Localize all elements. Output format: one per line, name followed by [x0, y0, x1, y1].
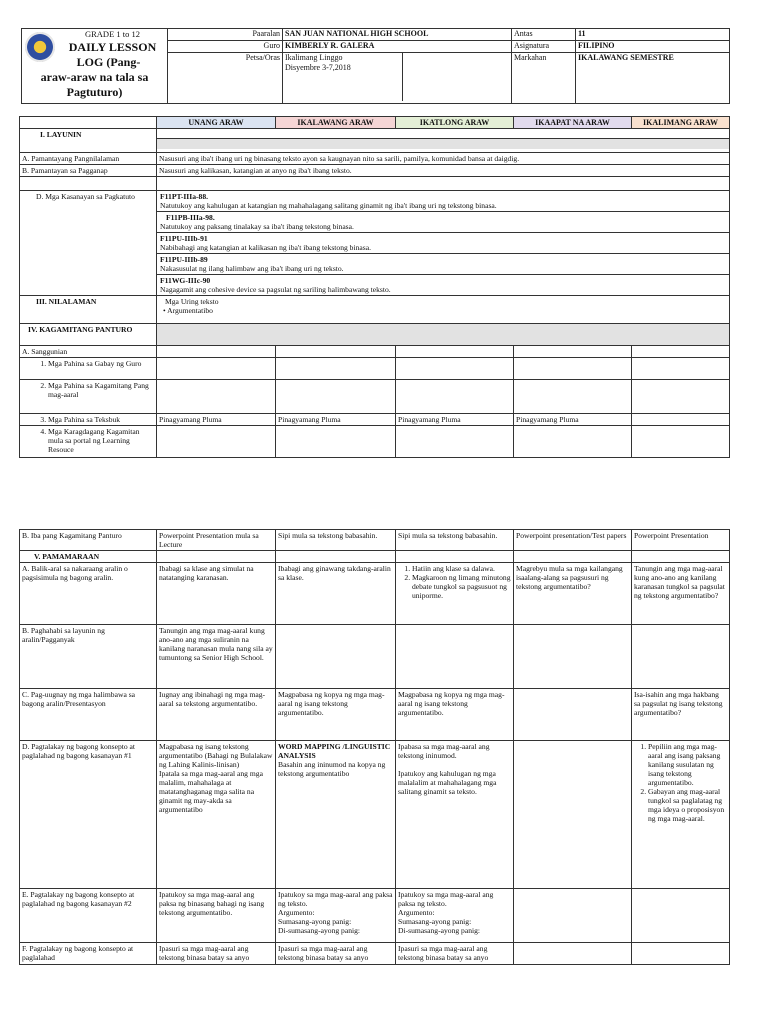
balik-aral-day-3 [396, 563, 514, 625]
pagtalakay-1-day-1-b: Ipatala sa mga mag-aaral ang mga malalim, mahahalaga at matatanghaganag mga salita na ginamit ng may-akda sa argumentatibo [159, 769, 263, 814]
empty-cell [396, 358, 514, 380]
grade-label: GRADE 1 to 12 [84, 29, 140, 39]
corner-cell [20, 117, 157, 129]
empty-cell [396, 551, 514, 563]
petsa-week: Ikalimang Linggo [285, 53, 343, 62]
asignatura-label: Asignatura [512, 41, 576, 53]
teksbuk-day-1: Pinagyamang Pluma [157, 414, 276, 426]
pag-uugnay-day-5: Isa-isahin ang mga hakbang sa pagsulat ng isang tekstong argumentatibo? [632, 689, 730, 741]
paaralan-label: Paaralan [168, 29, 283, 41]
pag-uugnay-day-3: Magpabasa ng kopya ng mga mag-aaral ng isang tekstong argumentatibo. [396, 689, 514, 741]
sanggunian-label: A. Sanggunian [20, 346, 157, 358]
empty-cell [276, 380, 396, 414]
nilalaman-line-2-text: Argumentatibo [167, 306, 213, 315]
empty-cell [396, 625, 514, 689]
iba-pang-kagamitan-day-1: Powerpoint Presentation mula sa Lecture [157, 530, 276, 551]
pagtalakay-1-day-1-a: Magpabasa ng isang tekstong argumentatibo (Bahagi ng Bulalakaw ng Lahing Kalinis-linisan) [159, 742, 273, 769]
pag-uugnay-day-2: Magpabasa ng kopya ng mga mag-aaral ng isang tekstong argumentatibo. [276, 689, 396, 741]
title-line-2: LOG (Pang- [76, 55, 141, 69]
petsa-label: Petsa/Oras [168, 53, 283, 104]
title-line-3: araw-araw na tala sa [40, 70, 149, 84]
competency-text-3: Nabibahagi ang katangian at kalikasan ng iba't ibang tekstong binasa. [160, 243, 371, 252]
balik-aral-step-1: 1. Hatiin ang klase sa dalawa. [412, 564, 511, 573]
empty-cell [276, 551, 396, 563]
teksbuk-day-3: Pinagyamang Pluma [396, 414, 514, 426]
iba-pang-kagamitan-day-2: Sipi mula sa tekstong babasahin. [276, 530, 396, 551]
pagtalakay-2-day-3-d: Di-sumasang-ayong panig: [398, 926, 481, 935]
guro-label: Guro [168, 41, 283, 53]
competency-code-2: F11PB-IIIa-98. [166, 213, 215, 222]
pagtalakay-3-label: F. Pagtalakay ng bagong konsepto at paglalahad [20, 943, 157, 965]
nilalaman-title: III. NILALAMAN [20, 296, 157, 324]
pagtalakay-2-day-3-c: Sumasang-ayong panig: [398, 917, 472, 926]
kagamitan-band [157, 324, 730, 346]
paghahabi-label: B. Paghahabi sa layunin ng aralin/Pagganyak [20, 625, 157, 689]
pagtalakay-2-label: E. Pagtalakay ng bagong konsepto at paglalahad ng bagong kasanayan #2 [20, 889, 157, 943]
petsa-dates: Disyembre 3-7,2018 [285, 63, 351, 72]
paaralan-value: SAN JUAN NATIONAL HIGH SCHOOL [283, 29, 512, 41]
title-line-1: DAILY LESSON [68, 40, 157, 54]
pagtalakay-3-day-1: Ipasuri sa mga mag-aaral ang tekstong binasa batay sa anyo [157, 943, 276, 965]
pagtalakay-1-day-2 [276, 741, 396, 889]
day-header-4: IKAAPAT NA ARAW [514, 117, 632, 129]
empty-cell [276, 625, 396, 689]
balik-aral-day-5: Tanungin ang mga mag-aaral kung ano-ano ang kanilang karanasan tungkol sa pagsulat ng tekstong argumentatibo? [632, 563, 730, 625]
pagtalakay-1-day-3-a: Ipabasa sa mga mag-aaral ang tekstong ininumod. [398, 742, 490, 760]
empty-cell [157, 358, 276, 380]
nilalaman-line-1: Mga Uring teksto [165, 297, 219, 306]
pagtalakay-2-day-2-d: Di-sumasang-ayong panig: [278, 926, 361, 935]
pamantayan-pagganap-label: B. Pamantayan sa Pagganap [20, 165, 157, 177]
empty-cell [157, 346, 276, 358]
iba-pang-kagamitan-day-4: Powerpoint presentation/Test papers [514, 530, 632, 551]
empty-cell [157, 426, 276, 458]
pagtalakay-1-day-3 [396, 741, 514, 889]
teksbuk-day-5 [632, 414, 730, 426]
competency-code-4: F11PU-IIIb-89 [160, 255, 208, 264]
pagtalakay-2-day-2-c: Sumasang-ayong panig: [278, 917, 352, 926]
pagtalakay-2-day-2-b: Argumento: [278, 908, 315, 917]
word-mapping-title: WORD MAPPING /LINGUISTIC ANALYSIS [278, 742, 391, 760]
pag-uugnay-day-1: Iugnay ang ibinahagi ng mga mag-aaral sa tekstong argumentatibo. [157, 689, 276, 741]
nilalaman-line-2: • Argumentatibo [163, 306, 213, 315]
gabay-guro-label [20, 358, 157, 380]
title-line-4: Pagtuturo) [66, 85, 123, 99]
teksbuk-label [20, 414, 157, 426]
spacer-cell [157, 177, 730, 191]
balik-aral-day-1: Ibabagi sa klase ang simulat na natatanging karanasan. [157, 563, 276, 625]
empty-cell [632, 346, 730, 358]
pagtalakay-1-label: D. Pagtalakay ng bagong konsepto at paglalahad ng bagong kasanayan #1 [20, 741, 157, 889]
empty-cell [632, 551, 730, 563]
pagtalakay-1-step-2: 2. Gabayan ang mag-aaral tungkol sa paglalatag ng mga ideya o proposisyon ng mga mag-aaral. [648, 787, 727, 823]
gabay-guro-text: 1. Mga Pahina sa Gabay ng Guro [48, 359, 154, 368]
empty-cell [514, 689, 632, 741]
kagamitang-mag-aaral-label [20, 380, 157, 414]
kagamitang-mag-aaral-text: 2. Mga Pahina sa Kagamitang Pang mag-aaral [48, 381, 154, 399]
pag-uugnay-label: C. Pag-uugnay ng mga halimbawa sa bagong aralin/Presentasyon [20, 689, 157, 741]
karagdagang-kagamitan-label [20, 426, 157, 458]
empty-cell [396, 380, 514, 414]
empty-cell [157, 380, 276, 414]
empty-cell [276, 346, 396, 358]
balik-aral-step-2: 2. Magkaroon ng limang minutong debate tungkol sa pagsusuot ng uniporme. [412, 573, 511, 600]
markahan-value: IKALAWANG SEMESTRE [576, 53, 730, 104]
layunin-title: I. LAYUNIN [20, 129, 157, 153]
pagtalakay-2-day-3-b: Argumento: [398, 908, 435, 917]
balik-aral-day-4: Magrebyu mula sa mga kailangang isaalang-alang sa pagsusuri ng tekstong argumentatibo? [514, 563, 632, 625]
empty-cell [514, 380, 632, 414]
competency-text-5: Nagagamit ang cohesive device sa pagsulat ng sariling halimbawang teksto. [160, 285, 391, 294]
karagdagang-kagamitan-text: 4. Mga Karagdagang Kagamitan mula sa portal ng Learning Resouce [48, 427, 154, 454]
balik-aral-label: A. Balik-aral sa nakaraang aralin o pagsisimula ng bagong aralin. [20, 563, 157, 625]
iba-pang-kagamitan-day-5: Powerpoint Presentation [632, 530, 730, 551]
empty-cell [632, 943, 730, 965]
empty-cell [514, 625, 632, 689]
competency-text-4: Nakasusulat ng ilang halimbaw ang iba't ibang uri ng teksto. [160, 264, 344, 273]
empty-cell [396, 346, 514, 358]
pagtalakay-1-day-1 [157, 741, 276, 889]
lesson-table-2 [19, 529, 730, 965]
empty-cell [514, 358, 632, 380]
word-mapping-text: Basahin ang ininumod na kopya ng tekstong argumentatibo [278, 760, 386, 778]
day-header-5: IKALIMANG ARAW [632, 117, 730, 129]
pamamaraan-title: V. PAMAMARAAN [20, 551, 157, 563]
lesson-table-1 [19, 116, 730, 458]
empty-cell [514, 346, 632, 358]
markahan-label: Markahan [512, 53, 576, 104]
school-seal-icon [25, 32, 55, 62]
empty-cell [276, 358, 396, 380]
teksbuk-text: 3. Mga Pahina sa Teksbuk [48, 415, 154, 424]
pagtalakay-2-day-3 [396, 889, 514, 943]
guro-value: KIMBERLY R. GALERA [283, 41, 512, 53]
empty-cell [157, 551, 276, 563]
empty-cell [514, 943, 632, 965]
kasanayan-cell [157, 191, 730, 296]
empty-cell [632, 625, 730, 689]
day-header-2: IKALAWANG ARAW [276, 117, 396, 129]
pagtalakay-3-day-3: Ipasuri sa mga mag-aaral ang tekstong binasa batay sa anyo [396, 943, 514, 965]
empty-cell [276, 426, 396, 458]
antas-label: Antas [512, 29, 576, 41]
spacer-label [20, 177, 157, 191]
pagtalakay-1-day-5 [632, 741, 730, 889]
day-header-1: UNANG ARAW [157, 117, 276, 129]
competency-text-1: Natutukoy ang kahulugan at katangian ng mahahalagang salitang ginamit ng iba't ibang uri ng tekstong binasa. [160, 201, 497, 210]
empty-cell [632, 380, 730, 414]
empty-cell [514, 426, 632, 458]
header-table [21, 28, 730, 104]
nilalaman-cell [157, 296, 730, 324]
empty-cell [632, 426, 730, 458]
pamantayang-pangnilalaman-label: A. Pamantayang Pangnilalaman [20, 153, 157, 165]
paghahabi-day-1: Tanungin ang mga mag-aaral kung ano-ano ang mga suliranin na kanilang naranasan mula nang sila ay tumuntong sa Senior High School. [157, 625, 276, 689]
empty-cell [514, 741, 632, 889]
empty-cell [632, 889, 730, 943]
iba-pang-kagamitan-day-3: Sipi mula sa tekstong babasahin. [396, 530, 514, 551]
balik-aral-day-2: Ibabagi ang ginawang takdang-aralin sa klase. [276, 563, 396, 625]
empty-cell [632, 358, 730, 380]
asignatura-value: FILIPINO [576, 41, 730, 53]
antas-value: 11 [576, 29, 730, 41]
pagtalakay-2-day-2 [276, 889, 396, 943]
pamantayan-pagganap-text: Nasusuri ang kalikasan, katangian at anyo ng iba't ibang teksto. [157, 165, 730, 177]
empty-cell [514, 551, 632, 563]
competency-code-3: F11PU-IIIb-91 [160, 234, 208, 243]
teksbuk-day-2: Pinagyamang Pluma [276, 414, 396, 426]
iba-pang-kagamitan-label: B. Iba pang Kagamitang Panturo [20, 530, 157, 551]
day-header-3: IKATLONG ARAW [396, 117, 514, 129]
pagtalakay-3-day-2: Ipasuri sa mga mag-aaral ang tekstong binasa batay sa anyo [276, 943, 396, 965]
pagtalakay-1-step-1: 1. Pepiliin ang mga mag-aaral ang isang paksang kanilang susulatan ng isang tekstong argumentatibo. [648, 742, 727, 787]
empty-cell [514, 889, 632, 943]
pagtalakay-2-day-3-a: Ipatukoy sa mga mag-aaral ang paksa ng teksto. [398, 890, 494, 908]
empty-cell [396, 426, 514, 458]
competency-code-1: F11PT-IIIa-88. [160, 192, 209, 201]
pagtalakay-2-day-2-a: Ipatukoy sa mga mag-aaral ang paksa ng teksto. [278, 890, 393, 908]
petsa-value [283, 53, 512, 104]
teksbuk-day-4: Pinagyamang Pluma [514, 414, 632, 426]
pamantayang-pangnilalaman-text: Nasusuri ang iba't ibang uri ng binasang teksto ayon sa kaugnayan nito sa sarili, pamilya, komunidad bansa at daigdig. [157, 153, 730, 165]
kasanayan-label: D. Mga Kasanayan sa Pagkatuto [20, 191, 157, 296]
layunin-band [157, 129, 730, 153]
pagtalakay-1-day-3-b: Ipatukoy ang kahulugan ng mga malalalim at mahahalagang mga salitang ginamit sa teksto. [398, 769, 497, 796]
competency-text-2: Natutukoy ang paksang tinalakay sa iba't ibang tekstong binasa. [160, 222, 354, 231]
header-title-cell [22, 29, 168, 104]
kagamitan-title: IV. KAGAMITANG PANTURO [20, 324, 157, 346]
competency-code-5: F11WG-IIIc-90 [160, 276, 211, 285]
pagtalakay-2-day-1: Ipatukoy sa mga mag-aaral ang paksa ng binasang bahagi ng isang tekstong argumentatibo. [157, 889, 276, 943]
